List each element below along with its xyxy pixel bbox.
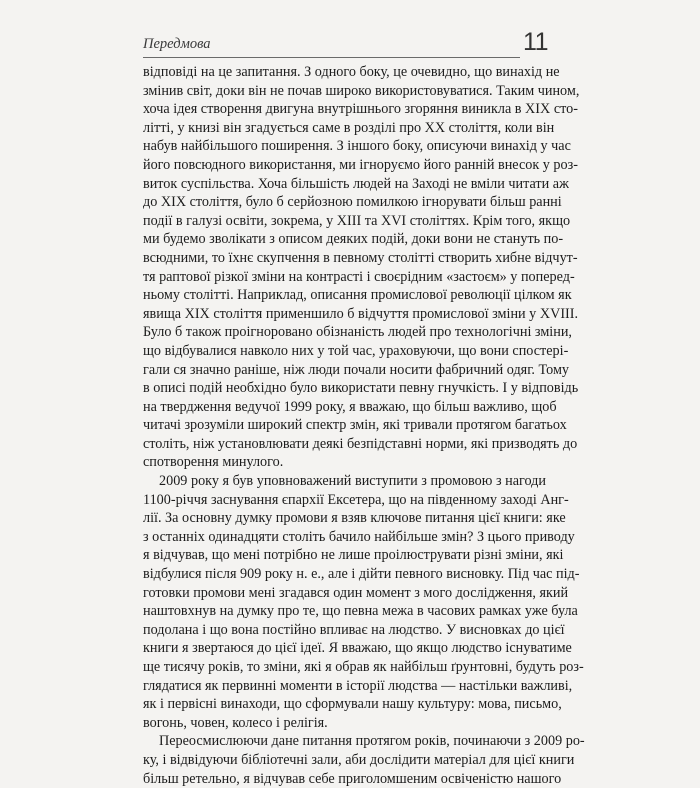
text-line: всюдними, то їхнє скупчення в певному столітті створить хибне відчут- (143, 249, 578, 266)
text-line: Було б також проігноровано обізнаність людей про технологічні зміни, (143, 324, 572, 341)
text-line: вогонь, човен, колесо і релігія. (143, 714, 328, 731)
text-line: століть, ніж установлювати деякі безпідставні норми, які призводять до (143, 435, 578, 452)
paragraph (143, 732, 585, 788)
text-line: Переосмислюючи дане питання протягом років, починаючи з 2009 ро- (159, 733, 585, 750)
text-line: 2009 року я був уповноважений виступити з промовою з нагоди (159, 473, 546, 490)
text-line: ку, і відвідуючи бібліотечні зали, аби дослідити матеріал для цієї книги (143, 751, 575, 768)
text-line: його повсюдного використання, ми ігноруємо його ранній внесок у роз- (143, 156, 578, 173)
text-line: літті, у книзі він згадується саме в розділі про ХХ століття, коли він (143, 119, 555, 136)
text-line: ньому столітті. Наприклад, описання промислової революції цілком як (143, 287, 572, 304)
text-line: що відбувалися навколо них у той час, ураховуючи, що вони спостері- (143, 342, 569, 359)
text-line: подолана і що вона постійно впливає на людство. У висновках до цієї (143, 621, 565, 638)
text-line: події в галузі освіти, зокрема, у ХІІІ та XVI століттях. Крім того, якщо (143, 212, 571, 229)
text-line: ще тисячу років, то зміни, які я обрав як найбільш ґрунтовні, будуть роз- (143, 659, 584, 675)
text-line: гали ся значно раніше, ніж люди почали носити фабричний одяг. Тому (143, 361, 570, 378)
page-header (143, 26, 548, 56)
text-line: до ХІХ століття, було б серйозною помилкою ігнорувати більш ранні (143, 194, 562, 211)
text-line: спотворення минулого. (143, 454, 284, 471)
text-line: набув найбільшого поширення. З іншого боку, описуючи винахід у час (143, 138, 571, 155)
text-line: готовки промови мені згадався один момент з мого дослідження, який (143, 584, 569, 601)
header-rule (143, 57, 520, 58)
text-line: наштовхнув на думку про те, що певна межа в часових рамках уже була (143, 603, 578, 620)
text-line: з останніх одинадцяти століть бачило найбільше змін? З цього приводу (143, 528, 575, 545)
page-number: 11 (523, 28, 548, 56)
text-line: явища ХІХ століття применшило б відчуття промислової зміни у XVIII. (143, 305, 579, 322)
text-line: в описі подій необхідно було використати певну гнучкість. І у відповідь (143, 380, 579, 397)
text-line: хоча ідея створення двигуна внутрішнього згоряння виникла в ХІХ сто- (143, 101, 578, 118)
text-line: книги я звертаюся до цієї ідеї. Я вважаю, що якщо людство існуватиме (143, 640, 572, 657)
text-line: більш ретельно, я відчував себе приголомшеним освіченістю нашого (143, 770, 562, 787)
text-line: як і первісні винаходи, що сформували нашу культуру: мова, письмо, (143, 696, 562, 713)
text-line: виток суспільства. Хоча більшість людей на Заході не вміли читати аж (143, 175, 569, 192)
text-line: я відчував, що мені потрібно не лише проілюструвати різні зміни, які (143, 547, 564, 564)
text-line: змінив світ, доки він не почав широко використовуватися. Таким чином, (143, 82, 580, 99)
text-line: лії. За основну думку промови я взяв ключове питання цієї книги: яке (143, 510, 566, 527)
body-text (143, 63, 585, 788)
text-line: на твердження ведучої 1999 року, я вважаю, що більш важливо, щоб (143, 398, 557, 415)
text-line: відбулися після 909 року н. е., але і дійти певного висновку. Під час під- (143, 566, 580, 583)
text-line: тя раптової різкої зміни на контрасті і своєрідним «застоєм» у поперед- (143, 268, 575, 285)
running-title: Передмова (143, 36, 211, 52)
text-line: читачі зрозуміли широкий спектр змін, які тривали протягом багатьох (143, 417, 567, 434)
text-line: 1100-річчя заснування єпархії Ексетера, що на південному заході Анг- (143, 491, 569, 508)
paragraph (143, 63, 580, 472)
text-line: відповіді на це запитання. З одного боку, це очевидно, що винахід не (143, 64, 560, 80)
text-line: глядатися як первинні моменти в історії людства — настільки важливі, (143, 677, 573, 694)
text-line: ми будемо зволікати з описом деяких подій, доки вони не стануть по- (143, 231, 564, 248)
paragraph (143, 472, 584, 732)
